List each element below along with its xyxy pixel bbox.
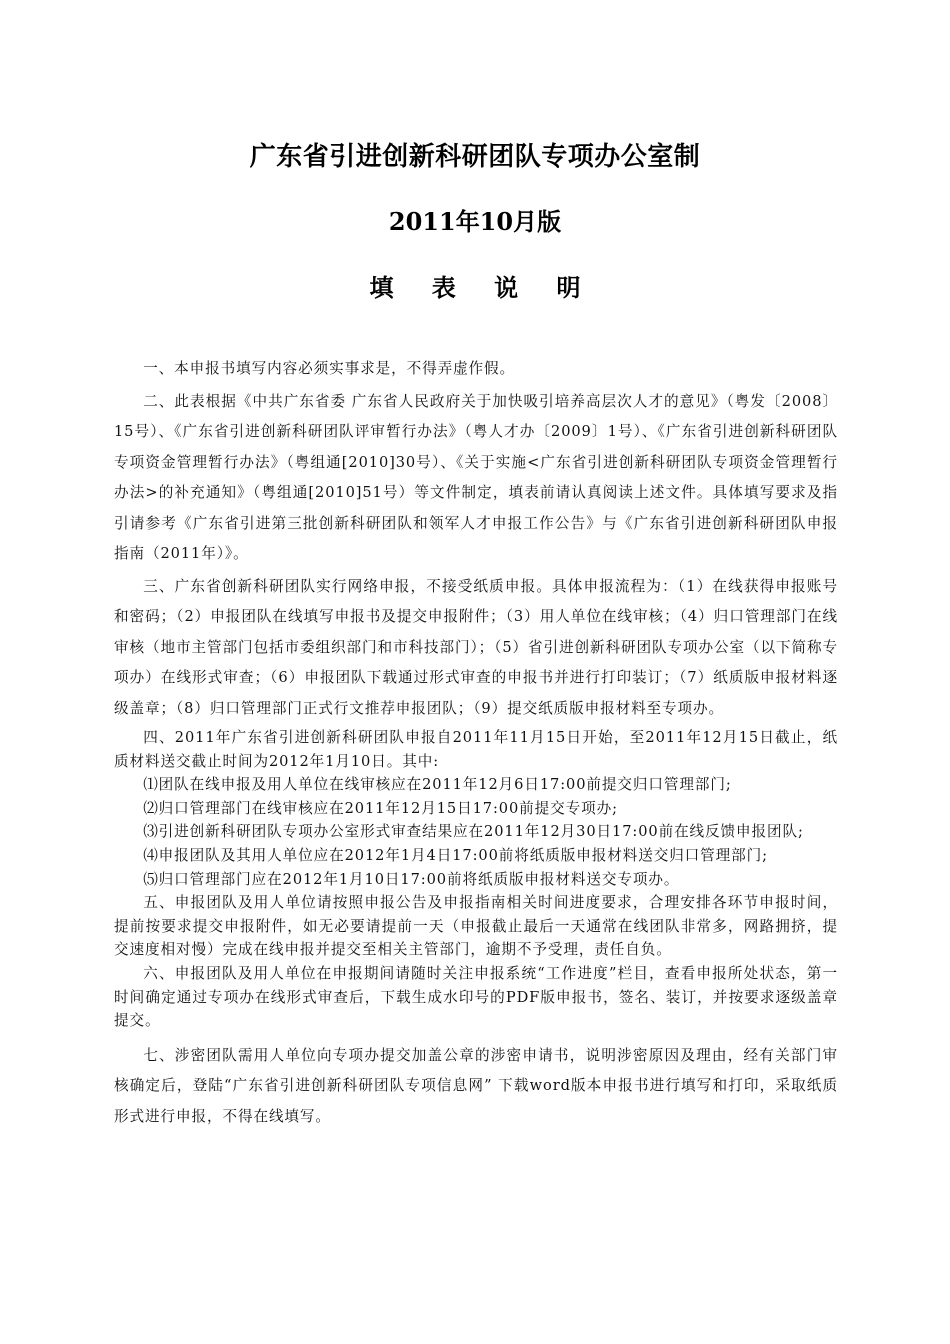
instruction-paragraph-1: 一、本申报书填写内容必须实事求是，不得弄虚作假。 (143, 360, 516, 377)
instruction-paragraph-3: 三、广东省创新科研团队实行网络申报，不接受纸质申报。具体申报流程为：（1）在线获得申报账号和密码；（2）申报团队在线填写申报书及提交申报附件；（3）用人单位在线审核；（4）归口管理部门在线审核（地市主管部门包括市委组织部门和市科技部门）；（5）省引进创新科研团队专项办公室（以下简称专项办）在线形式审查；（6）申报团队下载通过形式审查的申报书并进行打印装订；（7）纸质版申报材料逐级盖章；（8）归口管理部门正式行文推荐申报团队；（9）提交纸质版申报材料至专项办。 (114, 577, 838, 717)
instruction-paragraph-7: 七、涉密团队需用人单位向专项办提交加盖公章的涉密申请书，说明涉密原因及理由，经有关部门审核确定后，登陆“广东省引进创新科研团队专项信息网” 下载word版本申报书进行填写和打印，采取纸质形式进行申报，不得在线填写。 (114, 1046, 838, 1125)
schedule-item-3: ⑶引进创新科研团队专项办公室形式审查结果应在2011年12月30日17:00前在线反馈申报团队; (143, 823, 804, 841)
section-title: 填 表 说 明 (369, 273, 596, 302)
instruction-paragraph-6: 六、申报团队及用人单位在申报期间请随时关注申报系统“工作进度”栏目，查看申报所处状态，第一时间确定通过专项办在线形式审查后，下载生成水印号的PDF版申报书，签名、装订，并按要求逐级盖章提交。 (114, 964, 838, 1030)
instruction-paragraph-2: 二、此表根据《中共广东省委 广东省人民政府关于加快吸引培养高层次人才的意见》（粤发〔2008〕15号）、《广东省引进创新科研团队评审暂行办法》（粤人才办〔2009〕1号）、《广东省引进创新科研团队专项资金管理暂行办法》（粤组通[2010]30号）、《关于实施<广东省引进创新科研团队专项资金管理暂行办法>的补充通知》（粤组通[2010]51号）等文件制定，填表前请认真阅读上述文件。具体填写要求及指引请参考《广东省引进第三批创新科研团队和领军人才申报工作公告》与《广东省引进创新科研团队申报指南（2011年）》。 (114, 392, 838, 562)
schedule-item-2: ⑵归口管理部门在线审核应在2011年12月15日17:00前提交专项办; (143, 799, 618, 817)
instructions-body (114, 354, 838, 1134)
office-line: 广东省引进创新科研团队专项办公室制 (249, 142, 701, 172)
instruction-paragraph-4: 四、2011年广东省引进创新科研团队申报自2011年11月15日开始，至2011年12月15日截止，纸质材料送交截止时间为2012年1月10日。其中: (114, 729, 838, 770)
schedule-item-1: ⑴团队在线申报及用人单位在线审核应在2011年12月6日17:00前提交归口管理部门; (143, 776, 732, 794)
edition-line: 2011年10月版 (388, 207, 562, 236)
schedule-item-4: ⑷申报团队及其用人单位应在2012年1月4日17:00前将纸质版申报材料送交归口管理部门; (143, 846, 768, 864)
schedule-item-5: ⑸归口管理部门应在2012年1月10日17:00前将纸质版申报材料送交专项办。 (143, 870, 680, 888)
instruction-paragraph-5: 五、申报团队及用人单位请按照申报公告及申报指南相关时间进度要求，合理安排各环节申报时间，提前按要求提交申报附件，如无必要请提前一天（申报截止最后一天通常在线团队非常多，网路拥挤，提交速度相对慢）完成在线申报并提交至相关主管部门，逾期不予受理，责任自负。 (114, 894, 838, 959)
